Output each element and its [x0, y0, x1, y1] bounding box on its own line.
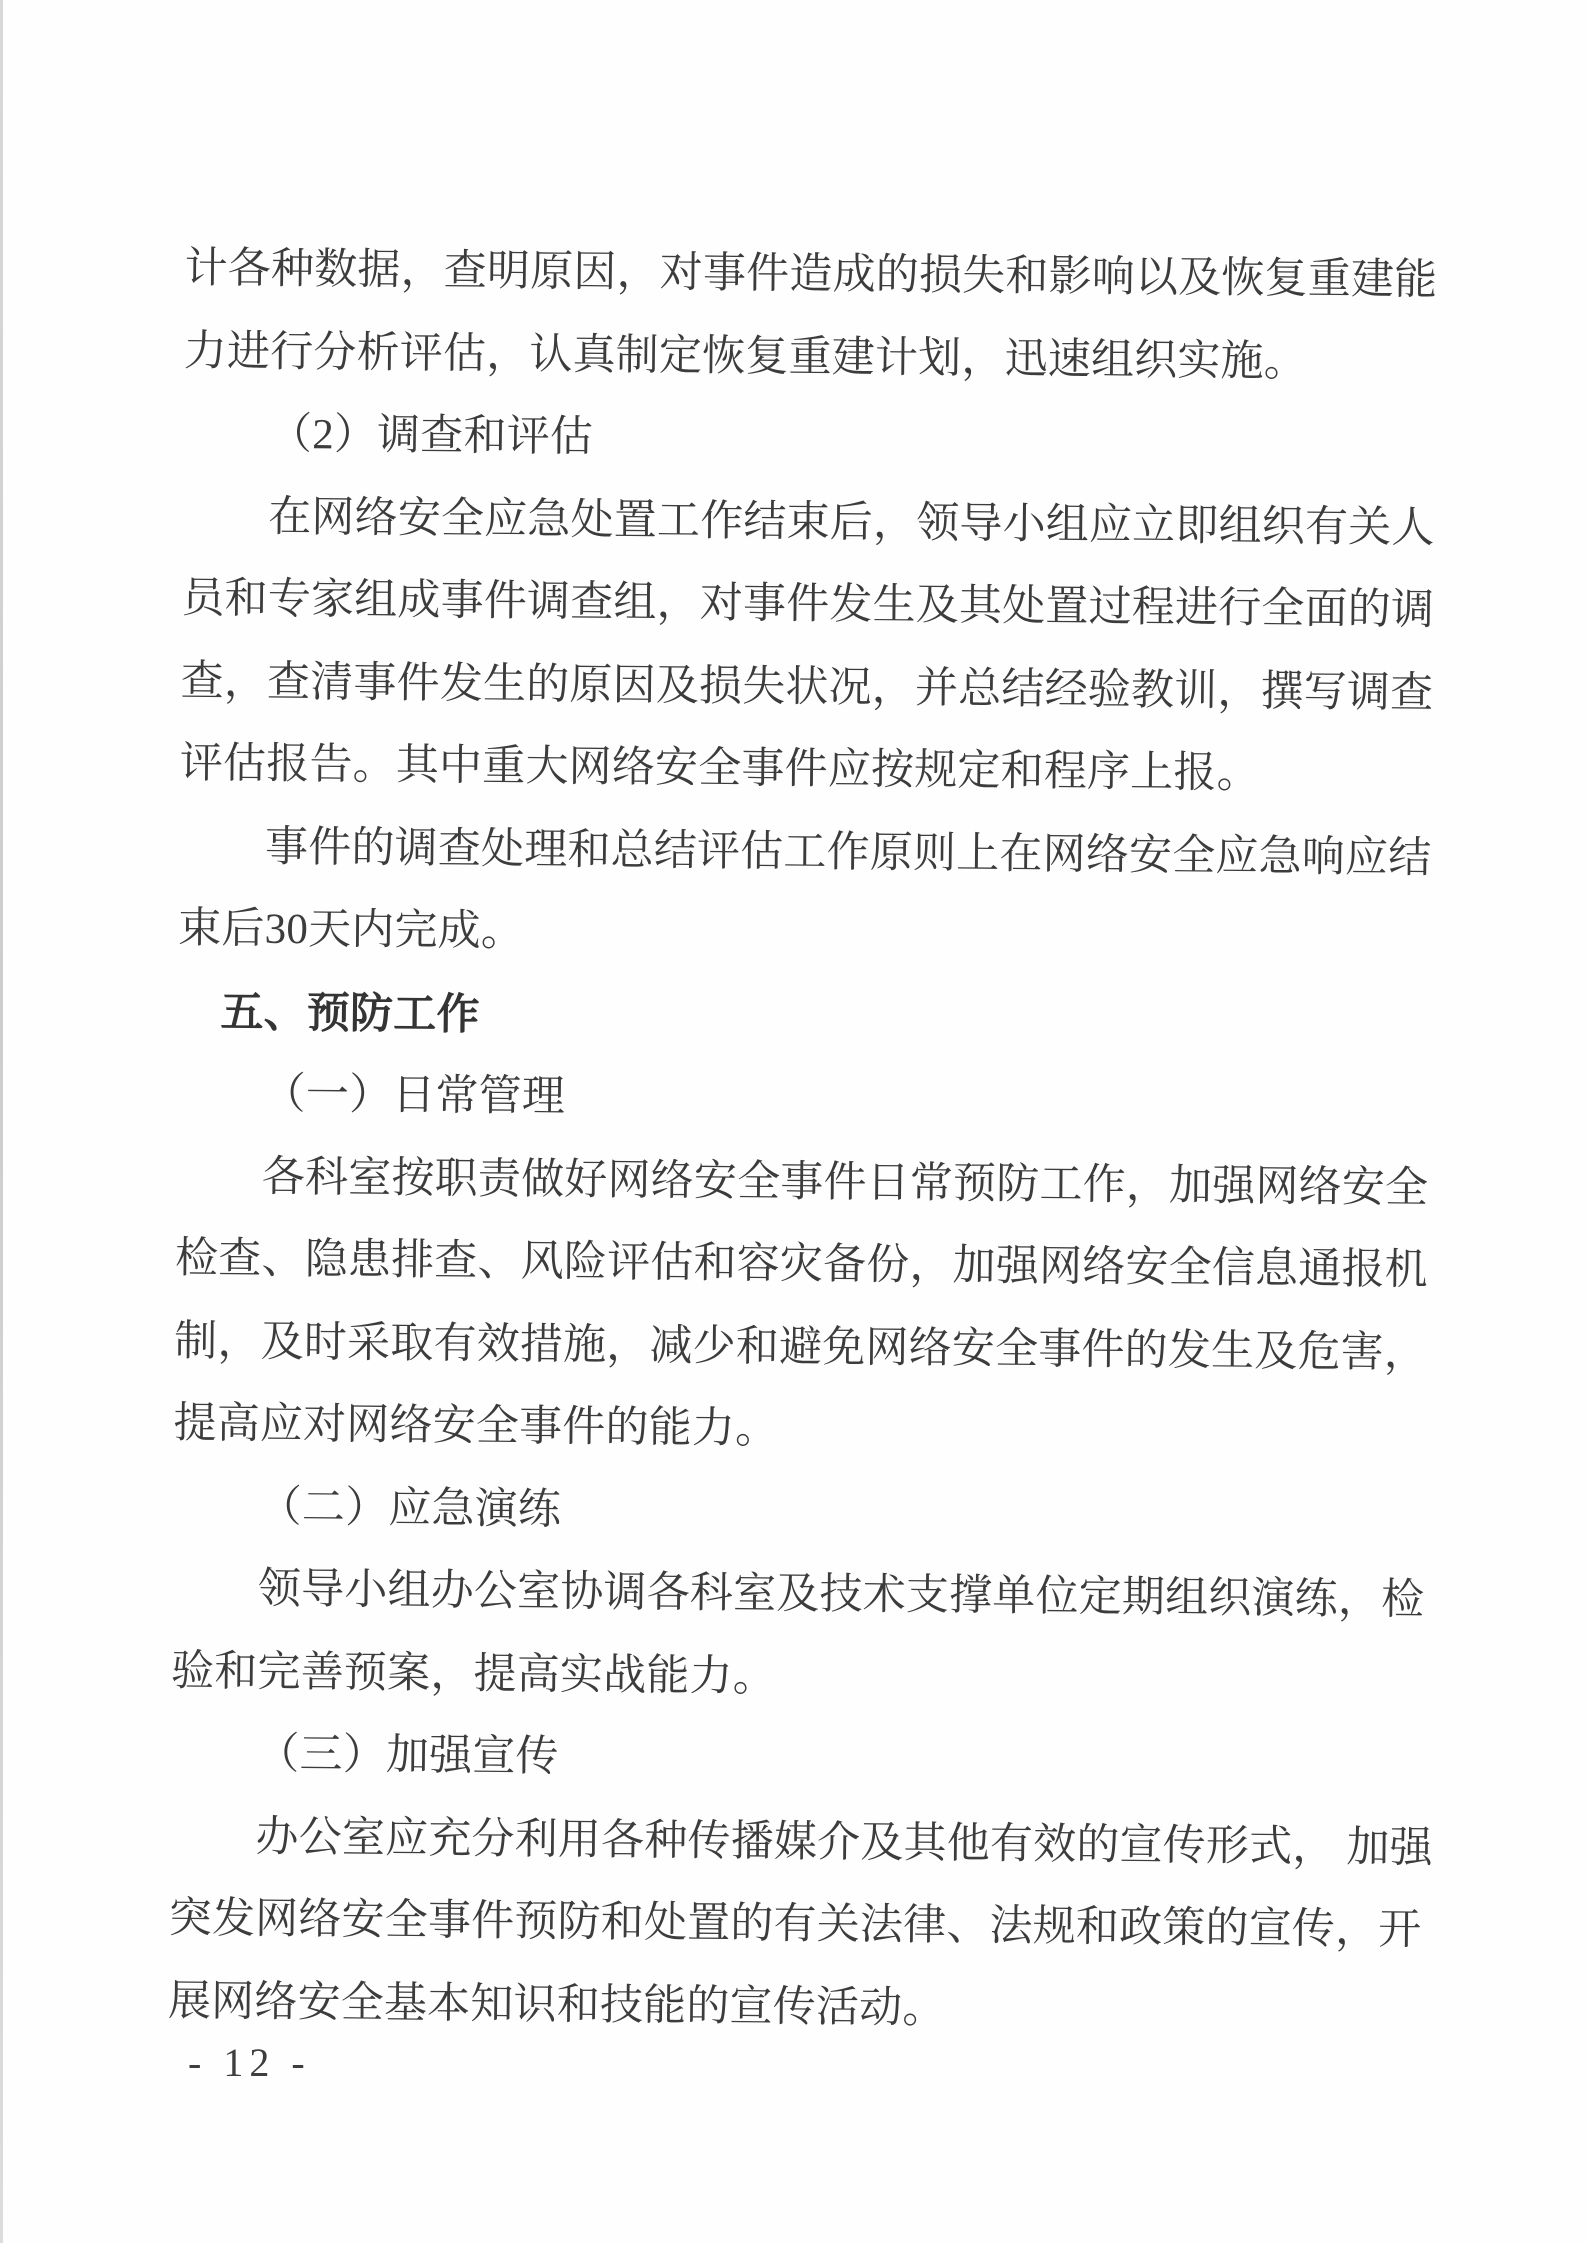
text-line: 提高应对网络安全事件的能力。	[173, 1399, 779, 1453]
document-body	[168, 228, 1455, 2055]
text-line: 领导小组办公室协调各科室及技术支撑单位定期组织演练，检	[257, 1565, 1425, 1624]
text-line: 制，及时采取有效措施，减少和避免网络安全事件的发生及危害，	[174, 1317, 1428, 1377]
text-line: （三）加强宣传	[256, 1730, 559, 1781]
text-line: 验和完善预案，提高实战能力。	[170, 1647, 777, 1701]
text-line: （二）应急演练	[258, 1483, 562, 1534]
text-line: 力进行分析评估，认真制定恢复重建计划，迅速组织实施。	[183, 327, 1308, 386]
scan-edge-artifact	[0, 0, 3, 2243]
text-line: 束后30天内完成。	[178, 904, 525, 956]
text-line: 在网络安全应急处置工作结束后，领导小组应立即组织有关人	[268, 493, 1435, 552]
page-number: - 12 -	[188, 2040, 311, 2085]
text-line: （2）调查和评估	[268, 410, 594, 461]
text-line: 突发网络安全事件预防和处置的有关法律、法规和政策的宣传，开	[168, 1894, 1422, 1954]
text-line: 展网络安全基本知识和技能的宣传活动。	[167, 1977, 946, 2032]
text-line: 事件的调查处理和总结评估工作原则上在网络安全应急响应结	[264, 823, 1432, 882]
text-line: 查，查清事件发生的原因及损失状况，并总结经验教训，撰写调查	[180, 657, 1434, 717]
text-line: （一）日常管理	[262, 1070, 566, 1121]
text-line: 员和专家组成事件调查组，对事件发生及其处置过程进行全面的调	[181, 574, 1435, 635]
text-line: 评估报告。其中重大网络安全事件应按规定和程序上报。	[179, 739, 1261, 798]
text-line: 检查、隐患排查、风险评估和容灾备份，加强网络安全信息通报机	[174, 1234, 1429, 1294]
text-line: 办公室应充分利用各种传播媒介及其他有效的宣传形式， 加强	[255, 1813, 1434, 1872]
text-line: 计各种数据，查明原因，对事件造成的损失和影响以及恢复重建能	[184, 244, 1438, 305]
text-line: 各科室按职责做好网络安全事件日常预防工作，加强网络安全	[261, 1153, 1429, 1212]
text-line: 五、预防工作	[220, 987, 480, 1039]
